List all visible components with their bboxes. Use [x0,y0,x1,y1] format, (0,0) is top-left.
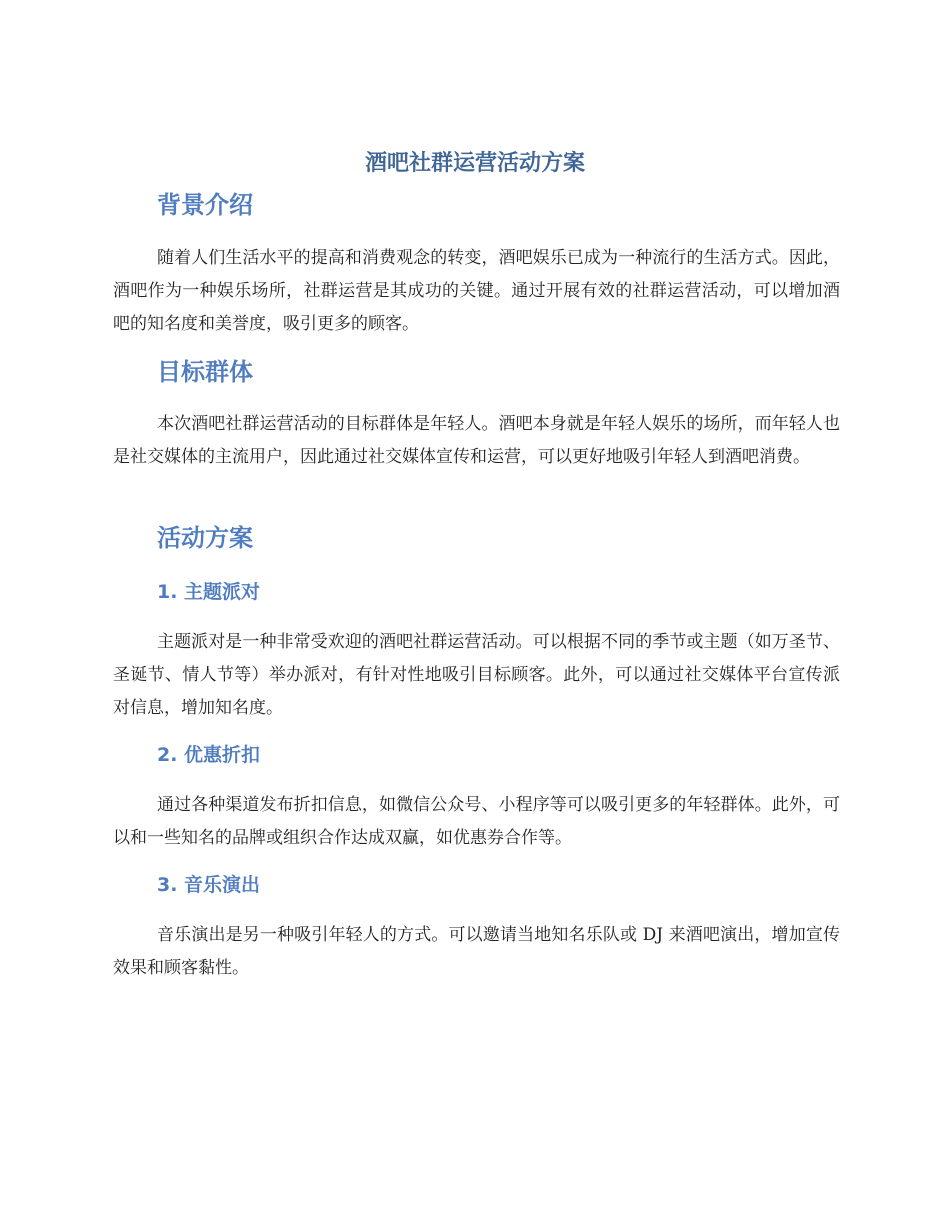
subsection-paragraph-theme-party: 主题派对是一种非常受欢迎的酒吧社群运营活动。可以根据不同的季节或主题（如万圣节、圣诞节、情人节等）举办派对，有针对性地吸引目标顾客。此外，可以通过社交媒体平台宣传派对信息，增加知名度。 [113,632,840,718]
section-heading-target-group: 目标群体 [157,358,253,386]
subsection-heading-discount: 2. 优惠折扣 [157,744,261,766]
document-title: 酒吧社群运营活动方案 [364,151,585,176]
section-heading-activity-plan: 活动方案 [157,524,253,552]
section-paragraph-target-group: 本次酒吧社群运营活动的目标群体是年轻人。酒吧本身就是年轻人娱乐的场所，而年轻人也是社交媒体的主流用户，因此通过社交媒体宣传和运营，可以更好地吸引年轻人到酒吧消费。 [113,414,840,467]
subsection-paragraph-discount: 通过各种渠道发布折扣信息，如微信公众号、小程序等可以吸引更多的年轻群体。此外，可以和一些知名的品牌或组织合作达成双赢，如优惠券合作等。 [113,795,840,848]
subsection-paragraph-music-show: 音乐演出是另一种吸引年轻人的方式。可以邀请当地知名乐队或 DJ 来酒吧演出，增加宣传效果和顾客黏性。 [113,925,840,978]
subsection-heading-music-show: 3. 音乐演出 [157,874,261,896]
subsection-heading-theme-party: 1. 主题派对 [157,581,261,603]
section-heading-background: 背景介绍 [157,191,253,219]
section-paragraph-background: 随着人们生活水平的提高和消费观念的转变，酒吧娱乐已成为一种流行的生活方式。因此，酒吧作为一种娱乐场所，社群运营是其成功的关键。通过开展有效的社群运营活动，可以增加酒吧的知名度和美誉度，吸引更多的顾客。 [113,248,840,334]
